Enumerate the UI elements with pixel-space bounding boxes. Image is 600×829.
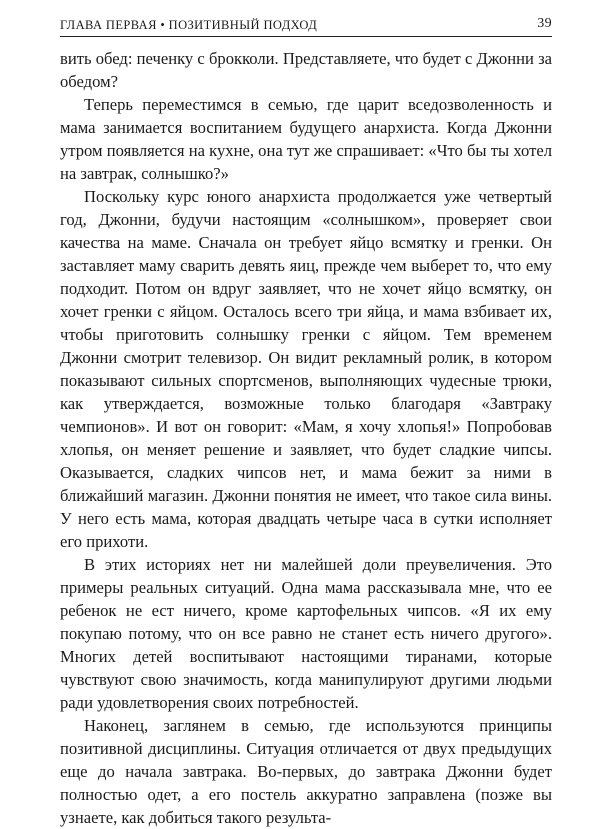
book-page <box>60 14 552 827</box>
running-header <box>60 14 552 37</box>
paragraph: Поскольку курс юного анархиста продолжается уже четвертый год, Джонни, будучи настоящим «солнышком», проверяет свои качества на маме. Сначала он требует яйцо всмятку и гренки. Он заставляет маму сварить девять яиц, прежде чем выберет то, что ему подходит. Потом он вдруг заявляет, что не хочет яйцо всмятку, он хочет гренки с яйцом. Осталось всего три яйца, и мама взбивает их, чтобы приготовить солнышку гренки с яйцом. Тем временем Джонни смотрит телевизор. Он видит рекламный ролик, в котором показывают сильных спортсменов, выполняющих чудесные трюки, как утверждается, возможные только благодаря «Завтраку чемпионов». И вот он говорит: «Мам, я хочу хлопья!» Попробовав хлопья, он меняет решение и заявляет, что будет сладкие чипсы. Оказывается, сладких чипсов нет, и мама бежит за ними в ближайший магазин. Джонни понятия не имеет, что такое сила вины. У него есть мама, которая двадцать четыре часа в сутки исполняет его прихоти. <box>60 187 552 551</box>
chapter-title: ГЛАВА ПЕРВАЯ • ПОЗИТИВНЫЙ ПОДХОД <box>60 18 318 32</box>
paragraph: Теперь переместимся в семью, где царит вседозволенность и мама занимается воспитанием будущего анархиста. Когда Джонни утром появляется на кухне, она тут же спрашивает: «Что бы ты хотел на завтрак, солнышко?» <box>60 95 552 183</box>
paragraph: вить обед: печенку с брокколи. Представляете, что будет с Джонни за обедом? <box>60 49 552 91</box>
paragraph: Наконец, заглянем в семью, где используются принципы позитивной дисциплины. Ситуация отличается от двух предыдущих еще до начала завтрака. Во-первых, до завтрака Джонни будет полностью одет, а его постель аккуратно заправлена (позже вы узнаете, как добиться такого результа- <box>60 716 552 827</box>
body-text <box>60 47 552 829</box>
page-number: 39 <box>537 16 552 31</box>
paragraph: В этих историях нет ни малейшей доли преувеличения. Это примеры реальных ситуаций. Одна мама рассказывала мне, что ее ребенок не ест ничего, кроме картофельных чипсов. «Я их ему покупаю потому, что он все равно не станет есть ничего другого». Многих детей воспитывают настоящими тиранами, которые чувствуют свою значимость, когда манипулируют другими людьми ради удовлетворения своих потребностей. <box>60 555 552 712</box>
